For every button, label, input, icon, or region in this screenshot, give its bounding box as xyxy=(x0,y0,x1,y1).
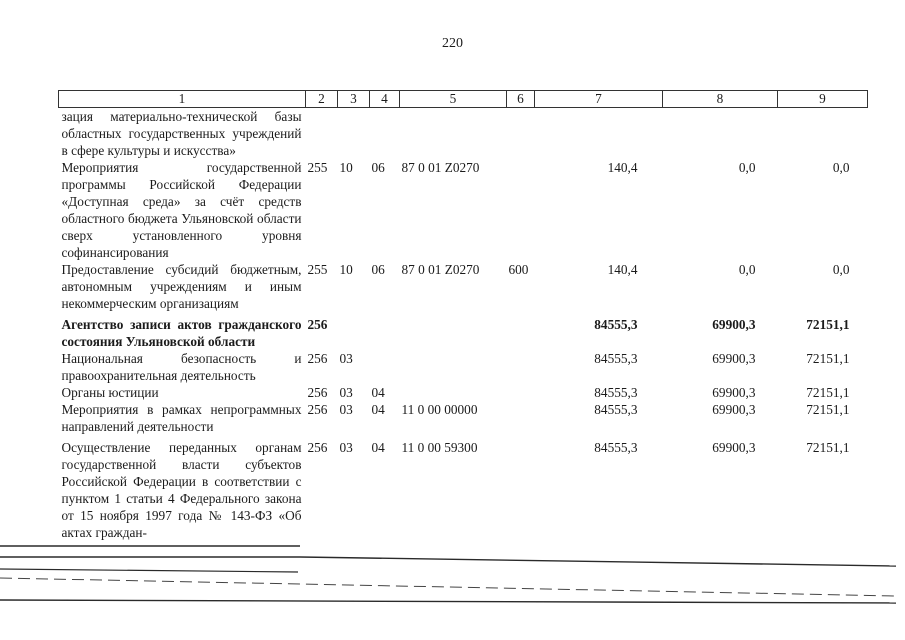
cell-amount-3: 72151,1 xyxy=(806,385,850,400)
cell-subsection: 04 xyxy=(371,385,385,400)
header-cell: 5 xyxy=(400,91,507,108)
cell-subsection: 04 xyxy=(371,440,385,455)
row-name: Органы юстиции xyxy=(61,385,159,400)
cell-amount-1: 84555,3 xyxy=(594,385,638,400)
cell-section: 03 xyxy=(339,402,353,417)
cell-amount-2: 69900,3 xyxy=(712,440,756,455)
cell-section: 03 xyxy=(339,385,353,400)
cell-amount-1: 84555,3 xyxy=(594,317,638,332)
cell-amount-2: 69900,3 xyxy=(712,317,756,332)
cell-amount-3: 72151,1 xyxy=(806,351,850,366)
cell-section: 10 xyxy=(339,262,353,277)
scan-line xyxy=(0,600,896,603)
row-name: Агентство записи актов гражданского состояния Ульяновской области xyxy=(61,317,302,349)
cell-ministry: 256 xyxy=(307,385,328,400)
cell-amount-2: 69900,3 xyxy=(712,351,756,366)
cell-amount-3: 72151,1 xyxy=(806,402,850,417)
scan-line xyxy=(0,578,896,596)
row-name: Предоставление субсидий бюджетным, автономным учреждениям и иным некоммерческим организациям xyxy=(61,262,302,311)
cell-amount-3: 72151,1 xyxy=(806,317,850,332)
header-cell: 3 xyxy=(338,91,370,108)
cell-target: 11 0 00 59300 xyxy=(401,440,478,455)
header-cell: 8 xyxy=(663,91,778,108)
cell-subsection: 06 xyxy=(371,262,385,277)
row-name: зация материально-технической базы областных государственных учреждений в сфере культуры и искусства» xyxy=(61,109,302,158)
cell-section: 10 xyxy=(339,160,353,175)
row-name: Мероприятия государственной программы Российской Федерации «Доступная среда» за счёт средств областного бюджета Ульяновской области сверх установленного уровня софинансирования xyxy=(61,160,302,260)
header-cell: 9 xyxy=(778,91,868,108)
cell-amount-2: 69900,3 xyxy=(712,385,756,400)
cell-amount-1: 140,4 xyxy=(607,262,638,277)
cell-subsection: 06 xyxy=(371,160,385,175)
cell-amount-3: 72151,1 xyxy=(806,440,850,455)
cell-ministry: 256 xyxy=(307,440,328,455)
cell-target: 87 0 01 Z0270 xyxy=(401,160,480,175)
cell-target: 11 0 00 00000 xyxy=(401,402,478,417)
cell-ministry: 255 xyxy=(307,160,328,175)
cell-amount-3: 0,0 xyxy=(832,160,850,175)
row-name: Мероприятия в рамках непрограммных направлений деятельности xyxy=(61,402,302,434)
cell-amount-1: 84555,3 xyxy=(594,351,638,366)
cell-amount-2: 0,0 xyxy=(738,160,756,175)
header-cell: 7 xyxy=(535,91,663,108)
cell-amount-2: 0,0 xyxy=(738,262,756,277)
cell-section: 03 xyxy=(339,351,353,366)
scan-line xyxy=(300,557,896,566)
cell-ministry: 255 xyxy=(307,262,328,277)
cell-ministry: 256 xyxy=(307,317,328,332)
row-name: Национальная безопасность и правоохранительная деятельность xyxy=(61,351,302,383)
page-number: 220 xyxy=(442,36,463,51)
cell-subsection: 04 xyxy=(371,402,385,417)
header-cell: 6 xyxy=(507,91,535,108)
scan-line xyxy=(0,569,298,572)
cell-amount-1: 84555,3 xyxy=(594,402,638,417)
cell-amount-3: 0,0 xyxy=(832,262,850,277)
header-cell: 4 xyxy=(370,91,400,108)
cell-expense-type: 600 xyxy=(508,262,529,277)
cell-amount-1: 140,4 xyxy=(607,160,638,175)
header-cell: 1 xyxy=(59,91,306,108)
cell-amount-1: 84555,3 xyxy=(594,440,638,455)
cell-target: 87 0 01 Z0270 xyxy=(401,262,480,277)
cell-section: 03 xyxy=(339,440,353,455)
header-cell: 2 xyxy=(306,91,338,108)
row-name: Осуществление переданных органам государственной власти субъектов Российской Федерации в соответствии с пунктом 1 статьи 4 Федерального закона от 15 ноября 1997 года № 143-ФЗ «Об актах граждан- xyxy=(61,440,302,540)
cell-ministry: 256 xyxy=(307,402,328,417)
cell-amount-2: 69900,3 xyxy=(712,402,756,417)
cell-ministry: 256 xyxy=(307,351,328,366)
